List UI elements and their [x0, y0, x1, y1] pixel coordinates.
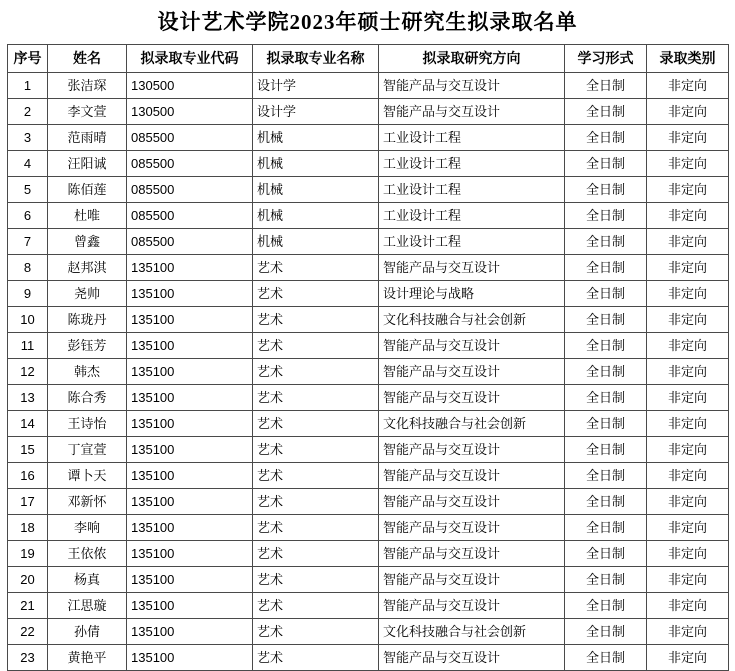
table-cell-dir: 智能产品与交互设计	[379, 99, 565, 125]
table-cell-form: 全日制	[565, 619, 647, 645]
table-cell-dir: 工业设计工程	[379, 125, 565, 151]
table-cell-seq: 19	[8, 541, 48, 567]
table-cell-name: 丁宣萱	[48, 437, 127, 463]
table-cell-dir: 智能产品与交互设计	[379, 73, 565, 99]
table-cell-code: 135100	[127, 541, 253, 567]
table-cell-seq: 13	[8, 385, 48, 411]
table-cell-form: 全日制	[565, 437, 647, 463]
table-cell-form: 全日制	[565, 333, 647, 359]
admission-list-table	[7, 44, 729, 671]
table-cell-type: 非定向	[647, 125, 729, 151]
table-cell-seq: 1	[8, 73, 48, 99]
table-cell-dir: 智能产品与交互设计	[379, 541, 565, 567]
table-cell-type: 非定向	[647, 307, 729, 333]
table-cell-type: 非定向	[647, 489, 729, 515]
column-header-study-form: 学习形式	[565, 45, 647, 73]
table-cell-name: 杜唯	[48, 203, 127, 229]
table-cell-major: 机械	[253, 177, 379, 203]
table-cell-dir: 智能产品与交互设计	[379, 385, 565, 411]
table-cell-seq: 23	[8, 645, 48, 671]
table-cell-code: 135100	[127, 255, 253, 281]
table-cell-type: 非定向	[647, 73, 729, 99]
table-cell-seq: 2	[8, 99, 48, 125]
table-cell-seq: 14	[8, 411, 48, 437]
table-cell-dir: 智能产品与交互设计	[379, 437, 565, 463]
table-cell-seq: 3	[8, 125, 48, 151]
table-cell-seq: 9	[8, 281, 48, 307]
table-cell-code: 085500	[127, 203, 253, 229]
table-cell-major: 机械	[253, 203, 379, 229]
table-cell-name: 杨真	[48, 567, 127, 593]
table-cell-form: 全日制	[565, 489, 647, 515]
table-header-row	[8, 45, 729, 73]
table-cell-code: 135100	[127, 619, 253, 645]
table-cell-form: 全日制	[565, 307, 647, 333]
table-cell-name: 赵邦淇	[48, 255, 127, 281]
table-cell-major: 艺术	[253, 463, 379, 489]
table-cell-seq: 10	[8, 307, 48, 333]
table-row	[8, 385, 729, 411]
table-row	[8, 99, 729, 125]
table-cell-name: 李文萱	[48, 99, 127, 125]
table-row	[8, 437, 729, 463]
table-cell-seq: 6	[8, 203, 48, 229]
table-cell-major: 艺术	[253, 541, 379, 567]
table-cell-seq: 11	[8, 333, 48, 359]
table-cell-code: 135100	[127, 333, 253, 359]
table-cell-dir: 智能产品与交互设计	[379, 567, 565, 593]
table-cell-form: 全日制	[565, 203, 647, 229]
table-cell-dir: 工业设计工程	[379, 203, 565, 229]
table-cell-major: 艺术	[253, 619, 379, 645]
table-cell-dir: 智能产品与交互设计	[379, 463, 565, 489]
table-cell-code: 135100	[127, 463, 253, 489]
table-cell-dir: 文化科技融合与社会创新	[379, 307, 565, 333]
table-cell-dir: 工业设计工程	[379, 229, 565, 255]
table-row	[8, 411, 729, 437]
table-cell-code: 135100	[127, 437, 253, 463]
table-cell-major: 艺术	[253, 359, 379, 385]
table-cell-code: 135100	[127, 359, 253, 385]
table-cell-form: 全日制	[565, 281, 647, 307]
table-cell-major: 艺术	[253, 385, 379, 411]
table-cell-type: 非定向	[647, 333, 729, 359]
table-cell-form: 全日制	[565, 541, 647, 567]
table-cell-form: 全日制	[565, 177, 647, 203]
table-cell-seq: 12	[8, 359, 48, 385]
table-cell-major: 艺术	[253, 593, 379, 619]
table-cell-major: 艺术	[253, 281, 379, 307]
table-cell-form: 全日制	[565, 151, 647, 177]
table-cell-code: 085500	[127, 177, 253, 203]
column-header-seq: 序号	[8, 45, 48, 73]
table-cell-name: 曾鑫	[48, 229, 127, 255]
table-cell-code: 135100	[127, 515, 253, 541]
table-cell-type: 非定向	[647, 177, 729, 203]
table-cell-code: 130500	[127, 73, 253, 99]
table-cell-dir: 智能产品与交互设计	[379, 255, 565, 281]
table-cell-code: 135100	[127, 593, 253, 619]
table-cell-dir: 工业设计工程	[379, 151, 565, 177]
table-row	[8, 515, 729, 541]
table-cell-seq: 5	[8, 177, 48, 203]
table-cell-major: 艺术	[253, 411, 379, 437]
table-cell-code: 135100	[127, 281, 253, 307]
table-cell-name: 陈合秀	[48, 385, 127, 411]
table-cell-dir: 智能产品与交互设计	[379, 489, 565, 515]
table-cell-type: 非定向	[647, 385, 729, 411]
table-cell-type: 非定向	[647, 515, 729, 541]
table-cell-seq: 8	[8, 255, 48, 281]
table-row	[8, 307, 729, 333]
table-cell-form: 全日制	[565, 567, 647, 593]
table-row	[8, 125, 729, 151]
table-cell-dir: 智能产品与交互设计	[379, 359, 565, 385]
table-cell-code: 135100	[127, 411, 253, 437]
table-cell-type: 非定向	[647, 463, 729, 489]
table-cell-type: 非定向	[647, 255, 729, 281]
table-row	[8, 463, 729, 489]
table-cell-seq: 7	[8, 229, 48, 255]
table-cell-form: 全日制	[565, 593, 647, 619]
table-cell-code: 085500	[127, 151, 253, 177]
table-cell-name: 韩杰	[48, 359, 127, 385]
table-cell-seq: 20	[8, 567, 48, 593]
table-cell-name: 陈珑丹	[48, 307, 127, 333]
table-cell-major: 艺术	[253, 515, 379, 541]
table-cell-type: 非定向	[647, 645, 729, 671]
table-cell-major: 机械	[253, 151, 379, 177]
table-cell-form: 全日制	[565, 125, 647, 151]
table-cell-name: 彭钰芳	[48, 333, 127, 359]
column-header-admission-type: 录取类别	[647, 45, 729, 73]
table-cell-major: 机械	[253, 229, 379, 255]
table-row	[8, 177, 729, 203]
table-cell-seq: 16	[8, 463, 48, 489]
table-cell-name: 王诗怡	[48, 411, 127, 437]
table-cell-name: 王依侬	[48, 541, 127, 567]
table-cell-dir: 设计理论与战略	[379, 281, 565, 307]
table-cell-type: 非定向	[647, 541, 729, 567]
table-cell-form: 全日制	[565, 255, 647, 281]
table-cell-type: 非定向	[647, 619, 729, 645]
table-cell-type: 非定向	[647, 567, 729, 593]
table-cell-form: 全日制	[565, 99, 647, 125]
table-cell-dir: 智能产品与交互设计	[379, 333, 565, 359]
table-cell-major: 设计学	[253, 73, 379, 99]
table-cell-form: 全日制	[565, 385, 647, 411]
table-cell-major: 机械	[253, 125, 379, 151]
table-cell-dir: 智能产品与交互设计	[379, 515, 565, 541]
table-cell-name: 黄艳平	[48, 645, 127, 671]
table-cell-name: 谭卜天	[48, 463, 127, 489]
table-cell-form: 全日制	[565, 359, 647, 385]
table-cell-code: 135100	[127, 567, 253, 593]
table-cell-form: 全日制	[565, 515, 647, 541]
table-row	[8, 541, 729, 567]
table-cell-type: 非定向	[647, 359, 729, 385]
table-cell-major: 艺术	[253, 333, 379, 359]
table-cell-dir: 文化科技融合与社会创新	[379, 411, 565, 437]
column-header-major-code: 拟录取专业代码	[127, 45, 253, 73]
table-row	[8, 203, 729, 229]
table-cell-name: 孙倩	[48, 619, 127, 645]
table-cell-form: 全日制	[565, 645, 647, 671]
page-title: 设计艺术学院2023年硕士研究生拟录取名单	[157, 10, 578, 34]
table-body	[8, 73, 729, 671]
table-header	[8, 45, 729, 73]
table-cell-name: 范雨晴	[48, 125, 127, 151]
table-cell-type: 非定向	[647, 229, 729, 255]
table-cell-code: 085500	[127, 125, 253, 151]
table-cell-code: 135100	[127, 489, 253, 515]
table-row	[8, 359, 729, 385]
table-row	[8, 281, 729, 307]
table-cell-code: 130500	[127, 99, 253, 125]
table-cell-dir: 文化科技融合与社会创新	[379, 619, 565, 645]
table-cell-name: 江思璇	[48, 593, 127, 619]
table-cell-type: 非定向	[647, 411, 729, 437]
table-row	[8, 567, 729, 593]
column-header-research-direction: 拟录取研究方向	[379, 45, 565, 73]
table-cell-form: 全日制	[565, 463, 647, 489]
table-cell-type: 非定向	[647, 593, 729, 619]
table-cell-name: 陈佰莲	[48, 177, 127, 203]
table-cell-form: 全日制	[565, 229, 647, 255]
table-cell-name: 张洁琛	[48, 73, 127, 99]
table-cell-seq: 21	[8, 593, 48, 619]
table-cell-major: 艺术	[253, 255, 379, 281]
table-cell-type: 非定向	[647, 281, 729, 307]
table-cell-seq: 17	[8, 489, 48, 515]
table-row	[8, 255, 729, 281]
table-cell-major: 艺术	[253, 307, 379, 333]
table-cell-code: 135100	[127, 385, 253, 411]
table-row	[8, 489, 729, 515]
table-cell-name: 李响	[48, 515, 127, 541]
table-row	[8, 645, 729, 671]
table-cell-name: 汪阳诚	[48, 151, 127, 177]
table-row	[8, 593, 729, 619]
table-cell-seq: 15	[8, 437, 48, 463]
column-header-name: 姓名	[48, 45, 127, 73]
table-cell-code: 135100	[127, 307, 253, 333]
column-header-major-name: 拟录取专业名称	[253, 45, 379, 73]
table-cell-type: 非定向	[647, 151, 729, 177]
table-cell-type: 非定向	[647, 437, 729, 463]
table-cell-dir: 工业设计工程	[379, 177, 565, 203]
table-cell-major: 艺术	[253, 489, 379, 515]
table-row	[8, 619, 729, 645]
table-cell-major: 艺术	[253, 567, 379, 593]
table-cell-form: 全日制	[565, 411, 647, 437]
table-cell-code: 085500	[127, 229, 253, 255]
table-cell-name: 尧帅	[48, 281, 127, 307]
table-cell-dir: 智能产品与交互设计	[379, 593, 565, 619]
table-cell-major: 艺术	[253, 437, 379, 463]
table-cell-major: 艺术	[253, 645, 379, 671]
table-cell-dir: 智能产品与交互设计	[379, 645, 565, 671]
table-cell-form: 全日制	[565, 73, 647, 99]
table-cell-type: 非定向	[647, 203, 729, 229]
table-cell-seq: 4	[8, 151, 48, 177]
table-cell-code: 135100	[127, 645, 253, 671]
table-cell-seq: 22	[8, 619, 48, 645]
table-row	[8, 73, 729, 99]
table-cell-type: 非定向	[647, 99, 729, 125]
table-row	[8, 333, 729, 359]
table-cell-major: 设计学	[253, 99, 379, 125]
table-row	[8, 151, 729, 177]
table-cell-seq: 18	[8, 515, 48, 541]
table-row	[8, 229, 729, 255]
table-cell-name: 邓新怀	[48, 489, 127, 515]
